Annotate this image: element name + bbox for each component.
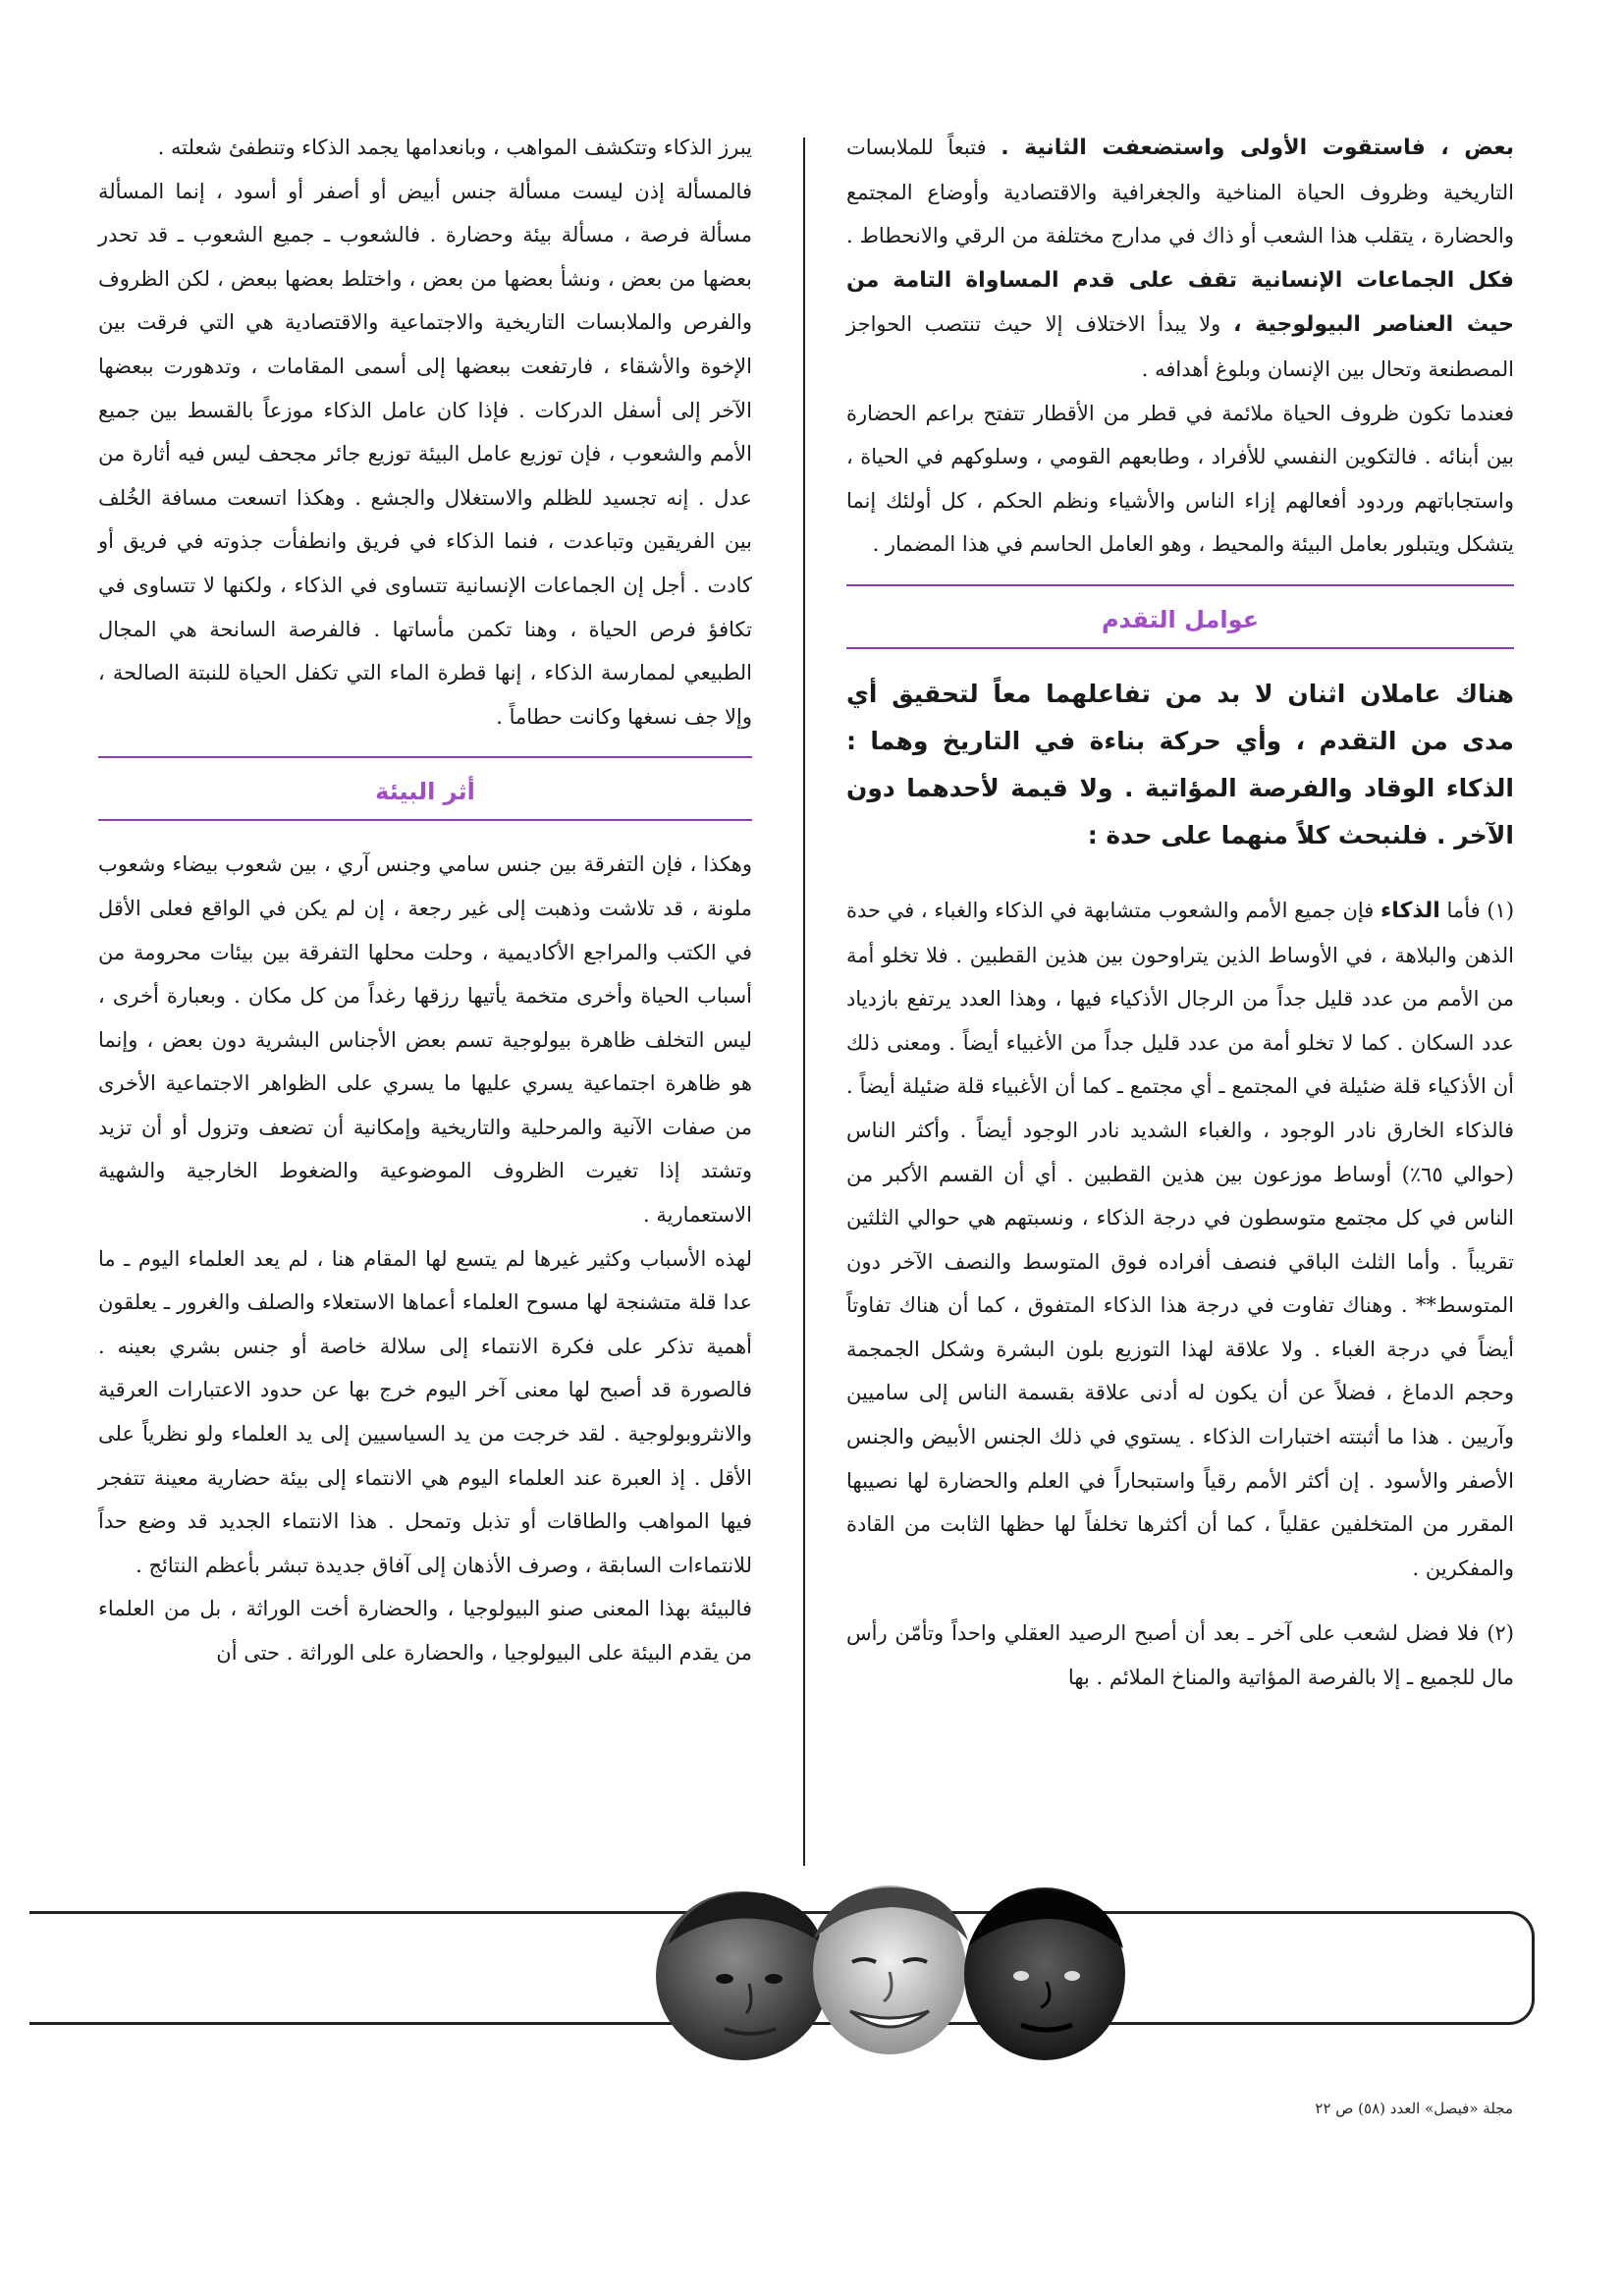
paragraph: فالمسألة إذن ليست مسألة جنس أبيض أو أصفر أو أسود ، إنما المسألة مسألة فرصة ، مسألة بيئة وحضارة . فالشعوب ـ جميع الشعوب ـ قد تحدر بعضها من بعض ، ونشأ بعضها من بعض ، واختلط بعضها ببعض ، لكن الظروف والفرص والملابسات التاريخية والاجتماعية والاقتصادية هي التي فرقت بين الإخوة والأشقاء ، فارتفعت ببعضها إلى أسمى المقامات ، وتدهورت ببعضها الآخر إلى أسفل الدركات . فإذا كان عامل الذكاء موزعاً بالقسط بين جميع الأمم والشعوب ، فإن توزيع عامل البيئة توزيع جائر مجحف ليس فيه أثارة من عدل . إنه تجسيد للظلم والاستغلال والجشع . وهكذا اتسعت مسافة الخُلف بين الفريقين وتباعدت ، فنما الذكاء في فريق وانطفأت جذوته في فريق أو كادت . أجل إن الجماعات الإنسانية تتساوى في الذكاء ، ولكنها لا تتساوى في تكافؤ فرص الحياة ، وهنا تكمن مأساتها . فالفرصة السانحة هي المجال الطبيعي لممارسة الذكاء ، إنها قطرة الماء التي تكفل الحياة للنبتة الصالحة ، وإلا جف نسغها وكانت حطاماً . bbox=[98, 179, 752, 729]
right-column bbox=[846, 126, 1514, 1700]
paragraph: فعندما تكون ظروف الحياة ملائمة في قطر من الأقطار تتفتح براعم الحضارة بين أبنائه . فالتكوين النفسي للأفراد ، وطابعهم القومي ، وسلوكهم في الحياة ، واستجاباتهم وردود أفعالهم إزاء الناس والأشياء ونظم الحكم ، كل أولئك إنما يتشكل ويتبلور بعامل البيئة والمحيط ، وهو العامل الحاسم في هذا المضمار . bbox=[846, 401, 1514, 557]
bold-text: فكل الجماعات الإنسانية تقف على قدم المساواة التامة من حيث العناصر البيولوجية ، bbox=[846, 267, 1514, 338]
intro-paragraph: هناك عاملان اثنان لا بد من تفاعلهما معاً لتحقيق أي مدى من التقدم ، وأي حركة بناءة في التاريخ وهما : الذكاء الوقاد والفرصة المؤاتية . ولا قيمة لأحدهما دون الآخر . فلنبحث كلاً منهما على حدة : bbox=[846, 679, 1514, 849]
heading-rule-bottom bbox=[98, 819, 752, 821]
paragraph: (٢) فلا فضل لشعب على آخر ـ بعد أن أصبح الرصيد العقلي واحداً وتأمّن رأس مال للجميع ـ إلا بالفرصة المؤاتية والمناخ الملائم . بها bbox=[846, 1621, 1514, 1690]
heading-rule-top bbox=[846, 584, 1514, 586]
face-right bbox=[964, 1887, 1125, 2060]
paragraph bbox=[846, 126, 1514, 392]
section-title: عوامل التقدم bbox=[1101, 605, 1260, 633]
section-heading-progress-factors bbox=[846, 584, 1514, 649]
paragraph: يبرز الذكاء وتتكشف المواهب ، وبانعدامها يجمد الذكاء وتنطفئ شعلته . bbox=[157, 136, 752, 159]
body-text: فإن جميع الأمم والشعوب متشابهة في الذكاء والغباء ، في حدة الذهن والبلاهة ، في الأوساط الذين يتراوحون بين هذين القطبين . فلا تخلو أمة من الأمم من عدد قليل جداً من الرجال الأذكياء فيها ، وهذا العدد يرتفع بازدياد عدد السكان . كما لا تخلو أمة من عدد قليل جداً من الأغبياء أيضاً . ومعنى ذلك أن الأذكياء قلة ضئيلة في المجتمع ـ أي مجتمع ـ كما أن الأغبياء قلة ضئيلة أيضاً . فالذكاء الخارق نادر الوجود ، والغباء الشديد نادر الوجود أيضاً . وأكثر الناس (حوالي ٦٥٪) أوساط موزعون بين هذين القطبين . أي أن القسم الأكبر من الناس في كل مجتمع متوسطون في درجة الذكاء ، ونسبتهم هي حوالي الثلثين تقريباً . وأما الثلث الباقي فنصف أفراده فوق المتوسط والنصف الآخر دون المتوسط** . وهناك تفاوت في درجة هذا الذكاء المتفوق ، كما أن هناك تفاوتاً أيضاً في درجة الغباء . ولا علاقة لهذا التوزيع بلون البشرة وشكل الجمجمة وحجم الدماغ ، فضلاً عن أن يكون له أدنى علاقة بقسمة الناس إلى ساميين وآريين . هذا ما أثبتته اختبارات الذكاء . يستوي في ذلك الجنس الأبيض والجنس الأصفر والأسود . إن أكثر الأمم رقياً واستبحاراً في العلم والحضارة لها نصيبها المقرر من المتخلفين عقلياً ، كما أن أكثرها تخلفاً لها حظها الثابت من القادة والمفكرين . bbox=[846, 898, 1514, 1580]
bold-text: بعض ، فاستقوت الأولى واستضعفت الثانية . bbox=[1001, 136, 1514, 160]
heading-rule-top bbox=[98, 756, 752, 758]
paragraph: فالبيئة بهذا المعنى صنو البيولوجيا ، والحضارة أخت الوراثة ، بل من العلماء من يقدم البيئة على البيولوجيا ، والحضارة على الوراثة . حتى أن bbox=[98, 1597, 752, 1665]
paragraph: وهكذا ، فإن التفرقة بين جنس سامي وجنس آري ، بين شعوب بيضاء وشعوب ملونة ، قد تلاشت وذهبت إلى غير رجعة ، إن لم يكن في الواقع فعلى الأقل في الكتب والمراجع الأكاديمية ، وحلت محلها التفرقة بين بيئات محرومة من أسباب الحياة وأخرى متخمة يأتيها رزقها رغداً من كل مكان . وبعبارة أخرى ، ليس التخلف ظاهرة بيولوجية تسم بعض الأجناس البشرية دون بعض ، وإنما هو ظاهرة اجتماعية يسري عليها ما يسري على الظواهر الاجتماعية الأخرى من صفات الآنية والمرحلية والتاريخية وإمكانية أن تضعف وتزول أو أن تزيد وتشتد إذا تغيرت الظروف الموضوعية والضغوط الخارجية والشهية الاستعمارية . bbox=[98, 852, 752, 1228]
body-text: ولا يبدأ الاختلاف إلا حيث تنتصب الحواجز المصطنعة وتحال بين الإنسان وبلوغ أهدافه . bbox=[846, 312, 1514, 381]
face-left bbox=[656, 1891, 829, 2060]
body-text: فتبعاً للملابسات التاريخية وظروف الحياة المناخية والجغرافية والاقتصادية وأوضاع المجتمع والحضارة ، يتقلب هذا الشعب أو ذاك في مدارج مختلفة من الرقي والانحطاط . bbox=[846, 136, 1514, 248]
page-footer: مجلة «فيصل» العدد (٥٨) ص ٢٢ bbox=[1315, 2100, 1513, 2117]
bold-text: الذكاء bbox=[1380, 898, 1440, 923]
left-column bbox=[98, 126, 752, 1675]
section-title: أثر البيئة bbox=[375, 778, 475, 806]
faces-photo bbox=[656, 1886, 1125, 2060]
body-text: (١) فأما bbox=[1446, 898, 1515, 922]
paragraph: لهذه الأسباب وكثير غيرها لم يتسع لها المقام هنا ، لم يعد العلماء اليوم ـ ما عدا قلة متشنجة لها مسوح العلماء أعماها الاستعلاء والصلف والغرور ـ يعلقون أهمية تذكر على فكرة الانتماء إلى سلالة خاصة أو جنس بشري بعينه . فالصورة قد أصبح لها معنى آخر اليوم خرج بها عن حدود الاعتبارات العرقية والانثروبولوجية . لقد خرجت من يد السياسيين إلى يد العلماء ولو نظرياً على الأقل . إذ العبرة عند العلماء اليوم هي الانتماء إلى بيئة حضارية معينة تتفجر فيها المواهب والطاقات أو تذبل وتمحل . هذا الانتماء الجديد قد وضع حداً للانتماءات السابقة ، وصرف الأذهان إلى آفاق جديدة تبشر بأعظم النتائج . bbox=[98, 1246, 752, 1577]
heading-rule-bottom bbox=[846, 647, 1514, 649]
section-heading-environment bbox=[98, 756, 752, 821]
paragraph bbox=[846, 889, 1514, 1591]
face-middle bbox=[813, 1886, 968, 2054]
column-divider bbox=[803, 137, 805, 1866]
